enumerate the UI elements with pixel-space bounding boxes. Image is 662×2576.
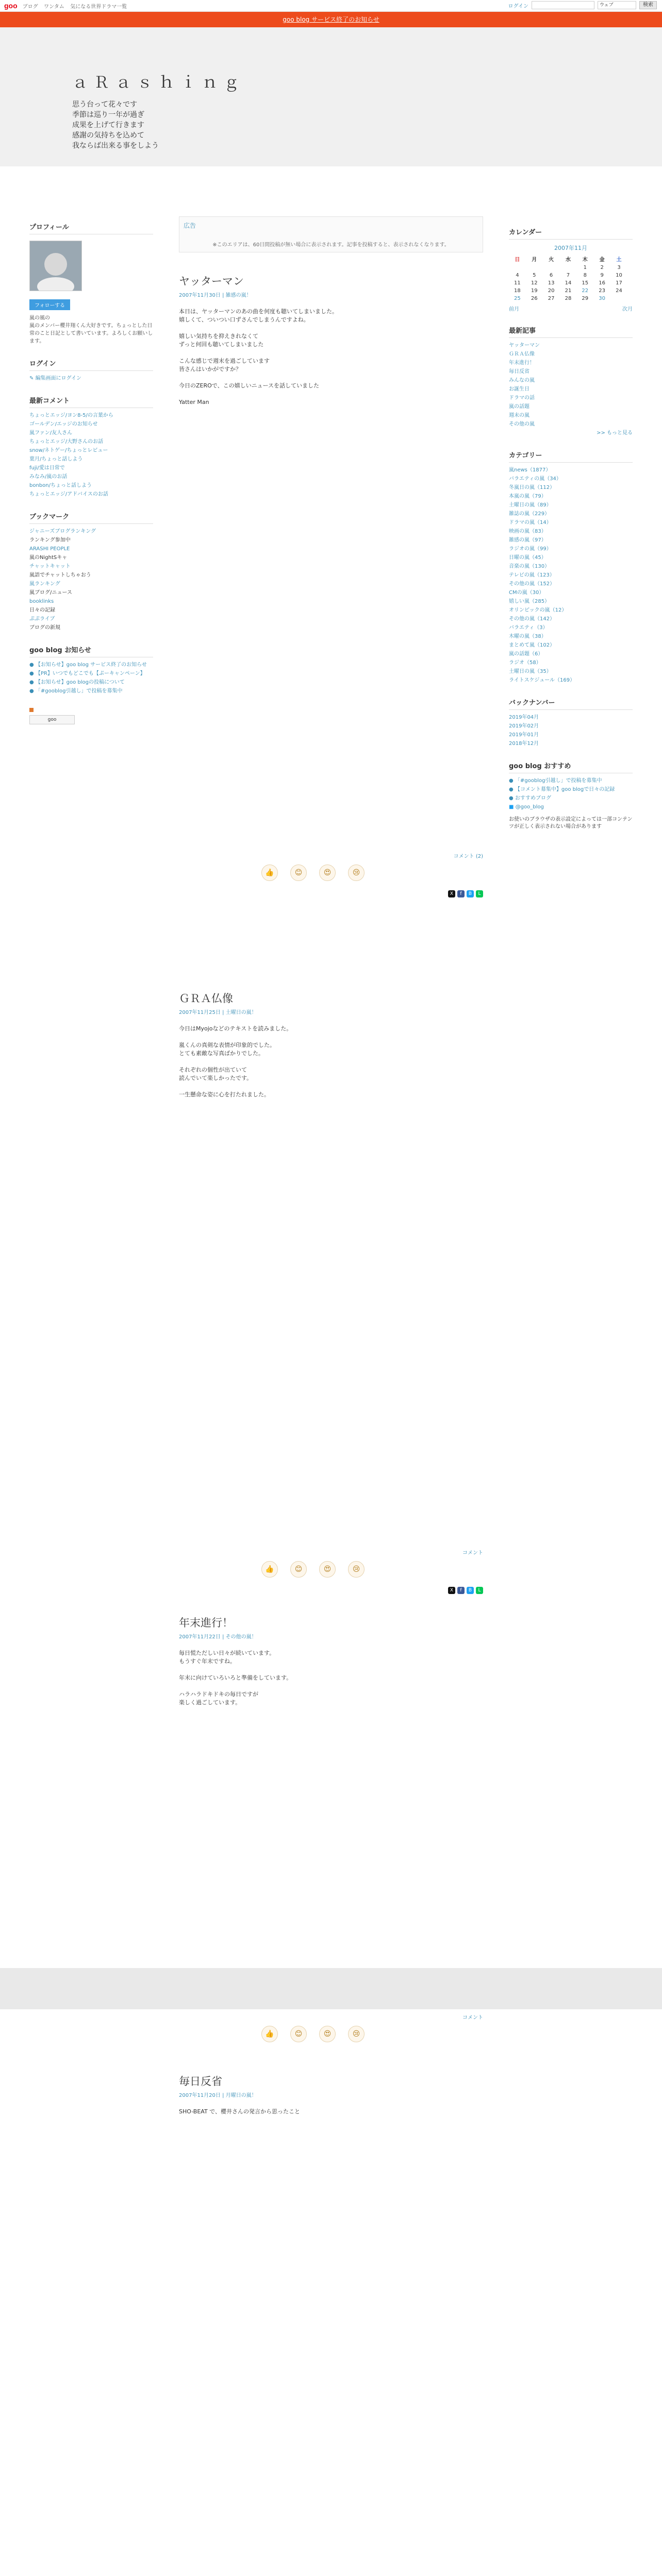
profile-text: 嵐のメンバー櫻井翔くん大好きです。ちょっとした日常のこと日記として書いています。よろしくお願いします。	[29, 323, 153, 344]
bookmark-item[interactable]: ジャニーズブログランキング	[29, 529, 96, 534]
cal-head: 木	[582, 257, 588, 263]
search-scope-select[interactable]: ウェブ	[598, 1, 636, 9]
cal-day[interactable]: 25	[514, 296, 521, 301]
reactions	[261, 865, 483, 881]
cal-day: 17	[616, 280, 622, 286]
category-item[interactable]: オリンピックの嵐（12）	[509, 607, 567, 613]
post-paragraph: 嬉しい気持ちを抑えきれなくて ずっと何回も聴いてしまいました	[179, 333, 264, 348]
cal-day: 15	[582, 280, 589, 286]
hatena-share-icon[interactable]: B	[467, 1587, 474, 1594]
comment-link[interactable]: コメント (2)	[453, 854, 483, 859]
reaction-button[interactable]: 😊	[290, 865, 307, 881]
x-share-icon[interactable]: X	[448, 890, 455, 897]
comment-item[interactable]: ちょっとエッジ/アドバイスのお話	[29, 492, 108, 497]
cal-day: 28	[565, 296, 572, 301]
search-button[interactable]: 検索	[639, 1, 657, 9]
cal-day: 12	[531, 280, 538, 286]
recommend-text: おすすめブログ	[515, 795, 552, 801]
cal-day: 23	[599, 288, 605, 294]
post-body	[179, 1025, 483, 1545]
facebook-share-icon[interactable]: f	[457, 1587, 465, 1594]
twitter-text: @goo_blog	[515, 804, 544, 810]
profile-name: 嵐の風の	[29, 315, 50, 321]
recent-posts-block	[509, 325, 633, 437]
recent-post-item[interactable]: みんなの嵐	[509, 378, 535, 383]
profile-heading: プロフィール	[29, 222, 153, 234]
notice-text: 【PR】いつでもどこでも【ぷーキャンペーン】	[35, 671, 145, 676]
cal-day: 26	[531, 296, 538, 301]
bookmark-block	[29, 511, 153, 632]
post-body	[179, 308, 483, 849]
category-block	[509, 450, 633, 684]
reactions	[261, 1561, 483, 1578]
ad-box	[179, 216, 483, 252]
bookmark-desc: 日々の記録	[29, 607, 55, 613]
category-item[interactable]: まとめて嵐（102）	[509, 642, 555, 648]
follow-button[interactable]: フォローする	[29, 299, 70, 310]
comment-link[interactable]: コメント	[462, 1550, 483, 1556]
cal-day: 18	[514, 288, 521, 294]
top-nav-item[interactable]: 気になる世界ドラマ一覧	[70, 4, 127, 10]
notice-item[interactable]	[29, 662, 153, 669]
category-item[interactable]: 音楽の嵐（130）	[509, 564, 550, 569]
reaction-button[interactable]: 😢	[348, 1561, 365, 1578]
category-heading: カテゴリー	[509, 450, 633, 463]
calendar-title: 2007年11月	[554, 245, 587, 251]
cal-day	[526, 264, 543, 272]
category-item[interactable]: ドラマの嵐（14）	[509, 520, 552, 526]
category-item[interactable]: 嬉しい嵐（285）	[509, 599, 550, 604]
bookmark-item[interactable]: ぷぷライブ	[29, 616, 55, 622]
post-paragraph: SHO-BEAT で、櫻井さんの発言から思ったこと	[179, 2108, 300, 2115]
category-item[interactable]: テレビの嵐（123）	[509, 572, 555, 578]
post-paragraph: 今日はMyojoなどのテキストを読みました。	[179, 1025, 292, 1032]
desc-line: 季節は巡り一年が過ぎ	[72, 111, 144, 119]
top-nav-item[interactable]: ブログ	[22, 4, 38, 10]
site-title[interactable]: ａＲａｓｈｉｎｇ	[72, 74, 245, 92]
post-paragraph: 嵐くんの真剣な表情が印象的でした。 とても素敵な写真ばかりでした。	[179, 1042, 275, 1057]
comment-item[interactable]: ちょっとエッジ/大野さんのお話	[29, 439, 104, 445]
category-item[interactable]: バラエティ（3）	[509, 625, 548, 631]
bookmark-desc: ブログの新規	[29, 625, 60, 631]
cal-day: 4	[516, 273, 519, 278]
cal-head: 月	[532, 257, 537, 263]
top-nav	[23, 2, 131, 10]
reaction-button[interactable]: 👍	[261, 2026, 278, 2042]
post-date[interactable]: 2007年11月22日 | その他の嵐！	[179, 1634, 257, 1640]
goo-note: お使いのブラウザの表示設定によっては一部コンテンツが正しく表示されない場合があります	[509, 817, 633, 829]
login-heading: ログイン	[29, 358, 153, 371]
bookmark-item[interactable]: ARASHI PEOPLE	[29, 546, 70, 552]
recent-comments-block	[29, 395, 153, 498]
cal-day: 6	[549, 273, 553, 278]
notice-text: 「#gooblog引越し」で投稿を募集中	[35, 688, 123, 694]
avatar-image-icon	[30, 241, 81, 291]
backnumber-block	[509, 697, 633, 748]
info-icon: ●	[29, 688, 36, 694]
cal-day: 1	[583, 265, 587, 270]
avatar[interactable]	[29, 241, 82, 291]
line-share-icon[interactable]: L	[476, 1587, 483, 1594]
calendar-block	[509, 227, 633, 312]
backnumber-item[interactable]: 2019年02月	[509, 723, 539, 729]
share-row	[179, 890, 483, 897]
backnumber-heading: バックナンバー	[509, 697, 633, 710]
twitter-icon: ■	[509, 804, 516, 810]
cal-head: 土	[616, 257, 622, 263]
cal-day: 20	[548, 288, 555, 294]
post-paragraph: こんな感じで週末を過ごしています 皆さんはいかがですか？	[179, 358, 270, 372]
calendar-heading: カレンダー	[509, 227, 633, 240]
post-date[interactable]: 2007年11月20日 | 月曜日の嵐！	[179, 2093, 257, 2098]
bookmark-desc: 嵐のNightSキャ	[29, 555, 68, 561]
cal-head: 水	[565, 257, 571, 263]
category-item[interactable]: 嵐の話題（6）	[509, 651, 543, 657]
post-date[interactable]: 2007年11月25日 | 土曜日の嵐！	[179, 1010, 257, 1015]
calendar-nav	[509, 304, 633, 312]
backnumber-item[interactable]: 2018年12月	[509, 741, 539, 747]
category-item[interactable]: その他の嵐（142）	[509, 616, 555, 622]
login-link[interactable]: ログイン	[508, 3, 528, 9]
login-link-text: 編集画面にログイン	[35, 376, 82, 381]
bookmark-desc: ランキング参加中	[29, 537, 71, 543]
comment-item[interactable]: bonbon/ちょっと話しよう	[29, 483, 92, 488]
right-sidebar	[509, 227, 633, 843]
bookmark-item[interactable]: booklinks	[29, 599, 54, 604]
ad-note: ※このエリアは、60日間投稿が無い場合に表示されます。記事を投稿すると、表示されなくなります。	[212, 242, 450, 248]
login-link[interactable]	[29, 375, 153, 382]
recommend-text: 【コメント募集中】goo blogで日々の記録	[515, 787, 615, 792]
cal-day: 24	[616, 288, 622, 294]
cal-prev-link[interactable]: 前月	[509, 307, 519, 312]
recent-post-item[interactable]: ＧＲＡ仏像	[509, 351, 535, 357]
ad-label[interactable]: 広告	[184, 222, 196, 229]
post-title[interactable]: 年末進行！	[179, 1617, 233, 1629]
comment-item[interactable]: 葉月/ちょっと話しよう	[29, 456, 83, 462]
pencil-icon: ✎	[29, 376, 36, 381]
login-block	[29, 358, 153, 382]
category-item[interactable]: ラジオの嵐（99）	[509, 546, 552, 552]
reactions	[261, 2026, 483, 2042]
recent-post-item[interactable]: 嵐の話題	[509, 404, 529, 410]
recommend-item[interactable]	[509, 777, 633, 785]
desc-line: 我ならば出来る事をしよう	[72, 142, 159, 150]
reaction-button[interactable]: 👍	[261, 865, 278, 881]
post-paragraph: ハラハラドキドキの毎日ですが 楽しく過ごしています。	[179, 1691, 258, 1706]
cal-next-link[interactable]: 次月	[622, 307, 633, 312]
cal-head: 金	[599, 257, 605, 263]
cal-head: 火	[549, 257, 554, 263]
comment-item[interactable]: ゴールデン/エッジのお知らせ	[29, 421, 98, 427]
more-link[interactable]: >> もっと見る	[597, 430, 633, 436]
recent-post-item[interactable]: その他の嵐	[509, 421, 535, 427]
category-item[interactable]: その他の嵐（152）	[509, 581, 555, 587]
site-description	[72, 99, 159, 151]
post-paragraph: Yatter Man	[179, 399, 209, 405]
bookmark-item[interactable]: 嵐ランキング	[29, 581, 60, 587]
post	[179, 2073, 483, 2116]
calendar-table	[509, 254, 627, 302]
comment-item[interactable]: ちょっとエッジ/ヨン8-5/の言葉から	[29, 413, 113, 418]
comment-item[interactable]: fuji/愛は日常で	[29, 465, 65, 471]
share-row	[179, 1587, 483, 1594]
notice-text: 【お知らせ】goo blog サービス終了のお知らせ	[35, 662, 147, 668]
category-item[interactable]: 土曜日の嵐（35）	[509, 669, 552, 674]
profile-block	[29, 222, 153, 345]
category-item[interactable]: ラジオ（58）	[509, 660, 541, 666]
goo-badge[interactable]: goo	[29, 715, 75, 724]
cal-day[interactable]: 22	[582, 288, 589, 294]
info-icon: ●	[29, 662, 36, 668]
cal-day	[543, 264, 560, 272]
recent-posts-heading: 最新記事	[509, 325, 633, 338]
post-paragraph: 毎日慌ただしい日々が続いています。 もうすぐ年末ですね。	[179, 1650, 275, 1665]
cal-day: 11	[514, 280, 521, 286]
comment-item[interactable]: みなみ/嵐のお話	[29, 474, 68, 480]
reaction-button[interactable]: 👍	[261, 1561, 278, 1578]
goo-notice-heading: goo blog お知らせ	[29, 645, 153, 657]
bullet-icon: ●	[509, 778, 515, 784]
category-item[interactable]: 本嵐の嵐（79）	[509, 494, 547, 499]
recent-post-item[interactable]: お誕生日	[509, 386, 529, 392]
notice-text: 【お知らせ】goo blogの投稿について	[35, 680, 125, 685]
cal-day: 13	[548, 280, 555, 286]
cal-day[interactable]: 30	[599, 296, 605, 301]
cal-day: 8	[583, 273, 587, 278]
category-item[interactable]: 雑感の嵐（97）	[509, 537, 547, 543]
recent-post-item[interactable]: ドラマの話	[509, 395, 535, 401]
cal-day: 9	[600, 273, 604, 278]
reaction-button[interactable]: 😢	[348, 865, 365, 881]
comment-link[interactable]: コメント	[462, 2015, 483, 2021]
facebook-share-icon[interactable]: f	[457, 890, 465, 897]
top-nav-item[interactable]: ワンタム	[44, 4, 64, 10]
cal-day: 2	[600, 265, 604, 270]
cal-day: 19	[531, 288, 538, 294]
post-paragraph: 本日は、ヤッターマンのあの曲を何度も聴いてしまいました。 嬉しくて、ついつい口ずさんでしまうんですよね。	[179, 308, 338, 323]
rss-icon[interactable]	[29, 708, 34, 712]
top-bar	[0, 0, 662, 12]
cal-day: 5	[533, 273, 536, 278]
cal-day: 27	[548, 296, 555, 301]
category-item[interactable]: 日曜の嵐（45）	[509, 555, 547, 561]
cal-day	[610, 295, 627, 302]
cal-day	[509, 264, 526, 272]
notice-item[interactable]	[29, 670, 153, 677]
info-icon: ●	[29, 671, 36, 676]
cal-day: 3	[617, 265, 621, 270]
left-sidebar	[29, 222, 153, 737]
reaction-button[interactable]: 😢	[348, 2026, 365, 2042]
category-item[interactable]: 土曜日の嵐（89）	[509, 502, 552, 508]
line-share-icon[interactable]: L	[476, 890, 483, 897]
recommend-text: 「#gooblog引越し」で投稿を募集中	[515, 778, 602, 784]
category-item[interactable]: 木曜の嵐（38）	[509, 634, 547, 639]
cal-day: 29	[582, 296, 589, 301]
bullet-icon: ●	[509, 787, 515, 792]
post	[179, 273, 483, 897]
post-body	[179, 1649, 483, 2010]
post-title[interactable]: ヤッターマン	[179, 275, 244, 287]
notice-item[interactable]	[29, 679, 153, 686]
hatena-share-icon[interactable]: B	[467, 890, 474, 897]
comment-item[interactable]: 嵐ファン/友人さん	[29, 430, 73, 436]
post-body	[179, 2108, 483, 2116]
reaction-button[interactable]: 😊	[290, 1561, 307, 1578]
recommend-item[interactable]	[509, 786, 633, 793]
bookmark-item[interactable]: チャットキャット	[29, 564, 71, 569]
category-item[interactable]: ライトスケジュール（169）	[509, 677, 575, 683]
post-paragraph: それぞれの個性が出ていて 読んでいて楽しかったです。	[179, 1066, 253, 1081]
bookmark-heading: ブックマーク	[29, 511, 153, 524]
goo-logo[interactable]: goo	[4, 2, 18, 10]
cal-day: 7	[566, 273, 570, 278]
recent-comments-heading: 最新コメント	[29, 395, 153, 408]
backnumber-item[interactable]: 2019年01月	[509, 732, 539, 738]
recent-post-item[interactable]: 年末進行！	[509, 360, 535, 366]
goo-recommend-heading: goo blog おすすめ	[509, 760, 633, 773]
post	[179, 990, 483, 1594]
category-item[interactable]: バラエティの嵐（34）	[509, 476, 561, 482]
reaction-button[interactable]: 😍	[319, 865, 336, 881]
cal-day: 21	[565, 288, 572, 294]
post-paragraph: 一生懸命な姿に心を打たれました。	[179, 1091, 270, 1098]
notice-item[interactable]	[29, 688, 153, 695]
post-paragraph: 今日のZEROで、この嬉しいニュースを話していました	[179, 382, 320, 389]
blog-header	[0, 27, 662, 166]
cal-day: 16	[599, 280, 605, 286]
top-right-tools	[508, 1, 657, 9]
info-icon: ●	[29, 680, 36, 685]
post-title[interactable]: ＧＲＡ仏像	[179, 992, 233, 1005]
x-share-icon[interactable]: X	[448, 1587, 455, 1594]
desc-line: 思う台って花々です	[72, 100, 137, 109]
notice-link[interactable]: goo blog サービス終了のお知らせ	[283, 16, 379, 23]
reaction-button[interactable]: 😍	[319, 1561, 336, 1578]
cal-day	[560, 264, 577, 272]
post-paragraph: 年末に向けていろいろと準備をしています。	[179, 1674, 292, 1681]
recent-post-item[interactable]: 週末の嵐	[509, 413, 529, 418]
reaction-button[interactable]: 😍	[319, 2026, 336, 2042]
page-divider-band	[0, 1968, 662, 2009]
recommend-item[interactable]	[509, 795, 633, 802]
main-column	[179, 216, 483, 2124]
bookmark-desc: 嵐ブログ/ニュース	[29, 590, 72, 596]
search-input[interactable]	[532, 1, 594, 9]
rss-badge-block	[29, 708, 153, 724]
category-item[interactable]: 冬嵐日の嵐（112）	[509, 485, 555, 490]
reaction-button[interactable]: 😊	[290, 2026, 307, 2042]
desc-line: 成果を上げて行きます	[72, 121, 144, 129]
recent-post-item[interactable]: ヤッターマン	[509, 343, 540, 348]
goo-recommend-block	[509, 760, 633, 831]
bullet-icon: ●	[509, 795, 515, 801]
cal-day: 10	[616, 273, 622, 278]
cal-head: 日	[515, 257, 520, 263]
goo-notice-block	[29, 645, 153, 695]
category-item[interactable]: CMの嵐（30）	[509, 590, 544, 596]
service-end-notice[interactable]	[0, 12, 662, 27]
comment-item[interactable]: snow/ネトゲー/ちょっとレビュー	[29, 448, 108, 453]
category-item[interactable]: 嵐news（1877）	[509, 467, 551, 473]
bookmark-desc: 嵐語でチャットしちゃおう	[29, 572, 91, 578]
category-item[interactable]: 雑誌の嵐（229）	[509, 511, 550, 517]
desc-line: 感謝の気持ちを込めて	[72, 131, 144, 140]
backnumber-item[interactable]: 2019年04月	[509, 715, 539, 720]
recent-post-item[interactable]: 毎日反省	[509, 369, 529, 375]
post-date[interactable]: 2007年11月30日 | 雑感の嵐！	[179, 293, 252, 298]
cal-day: 14	[565, 280, 572, 286]
category-item[interactable]: 映画の嵐（83）	[509, 529, 547, 534]
twitter-link[interactable]	[509, 804, 633, 811]
post-title[interactable]: 毎日反省	[179, 2075, 222, 2088]
